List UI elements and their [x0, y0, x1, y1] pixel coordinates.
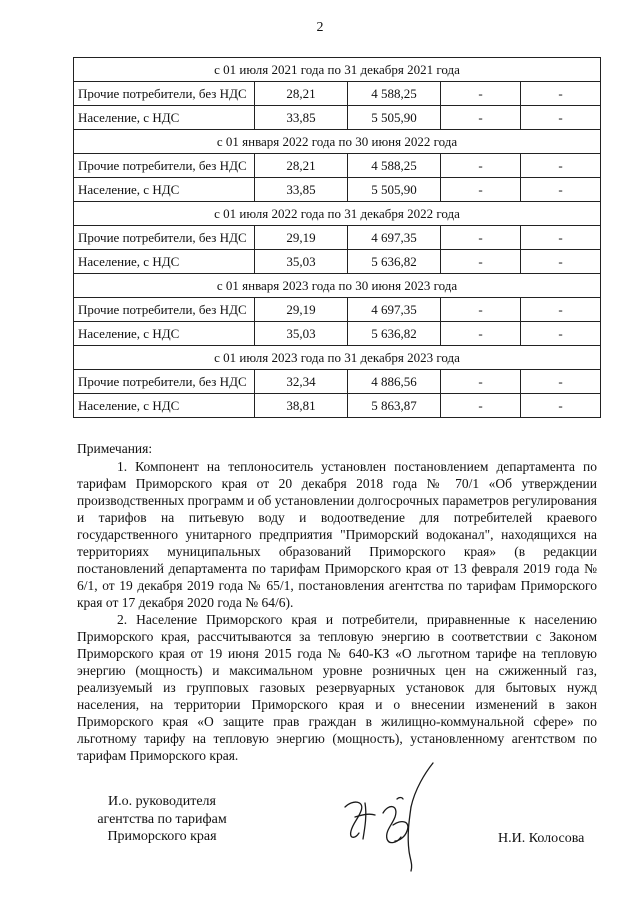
empty-value-cell: - [521, 250, 601, 274]
period-label: с 01 января 2023 года по 30 июня 2023 года [74, 274, 601, 298]
empty-value-cell: - [441, 106, 521, 130]
table-row [74, 394, 601, 418]
consumer-category-cell: Население, с НДС [74, 394, 255, 418]
empty-value-cell: - [521, 370, 601, 394]
signatory-name: Н.И. Колосова [498, 831, 585, 846]
period-header-row [74, 274, 601, 298]
empty-value-cell: - [521, 394, 601, 418]
rate-cell: 33,85 [255, 106, 348, 130]
rate-cell: 35,03 [255, 322, 348, 346]
rate-cell: 35,03 [255, 250, 348, 274]
table-row [74, 154, 601, 178]
period-header-row [74, 58, 601, 82]
rate-cell: 4 588,25 [348, 82, 441, 106]
empty-value-cell: - [441, 154, 521, 178]
empty-value-cell: - [441, 298, 521, 322]
consumer-category-cell: Прочие потребители, без НДС [74, 298, 255, 322]
tariff-table [73, 57, 601, 418]
rate-cell: 33,85 [255, 178, 348, 202]
note-paragraph-2: 2. Население Приморского края и потребители, приравненные к населению Приморского края, рассчитываются за тепловую энергию в соответствии с Законом Приморского края от 19 июня 2015 года № 640-КЗ «О льготном тарифе на тепловую энергию (мощность) и максимальном уровне розничных цен на сжиженный газ, реализуемый из групповых газовых резервуарных установок для бытовых нужд населения, на территории Приморского края и о внесении изменений в закон Приморского края «О защите прав граждан в жилищно-коммунальной сфере» по льготному тарифу на тепловую энергию (мощность), установленному агентством по тарифам Приморского края. [77, 612, 597, 763]
rate-cell: 29,19 [255, 298, 348, 322]
position-line: Приморского края [107, 829, 217, 844]
notes-heading: Примечания: [77, 441, 153, 456]
handwritten-signature [325, 755, 445, 875]
table-row [74, 106, 601, 130]
rate-cell: 38,81 [255, 394, 348, 418]
consumer-category-cell: Население, с НДС [74, 250, 255, 274]
rate-cell: 5 505,90 [348, 106, 441, 130]
consumer-category-cell: Прочие потребители, без НДС [74, 82, 255, 106]
consumer-category-cell: Прочие потребители, без НДС [74, 370, 255, 394]
empty-value-cell: - [441, 322, 521, 346]
rate-cell: 4 886,56 [348, 370, 441, 394]
period-header-row [74, 130, 601, 154]
signatory-position [82, 793, 242, 846]
consumer-category-cell: Население, с НДС [74, 106, 255, 130]
empty-value-cell: - [521, 298, 601, 322]
period-label: с 01 июля 2022 года по 31 декабря 2022 года [74, 202, 601, 226]
rate-cell: 28,21 [255, 82, 348, 106]
rate-cell: 29,19 [255, 226, 348, 250]
notes-section [77, 440, 597, 764]
rate-cell: 5 636,82 [348, 250, 441, 274]
empty-value-cell: - [521, 154, 601, 178]
consumer-category-cell: Прочие потребители, без НДС [74, 226, 255, 250]
empty-value-cell: - [441, 394, 521, 418]
rate-cell: 4 697,35 [348, 298, 441, 322]
period-label: с 01 июля 2023 года по 31 декабря 2023 года [74, 346, 601, 370]
rate-cell: 28,21 [255, 154, 348, 178]
rate-cell: 5 636,82 [348, 322, 441, 346]
empty-value-cell: - [521, 82, 601, 106]
consumer-category-cell: Прочие потребители, без НДС [74, 154, 255, 178]
period-header-row [74, 346, 601, 370]
rate-cell: 32,34 [255, 370, 348, 394]
consumer-category-cell: Население, с НДС [74, 178, 255, 202]
rate-cell: 4 697,35 [348, 226, 441, 250]
table-row [74, 178, 601, 202]
empty-value-cell: - [441, 370, 521, 394]
period-header-row [74, 202, 601, 226]
rate-cell: 5 863,87 [348, 394, 441, 418]
empty-value-cell: - [521, 226, 601, 250]
note-paragraph-1: 1. Компонент на теплоноситель установлен постановлением департамента по тарифам Приморского края от 20 декабря 2018 года № 70/1 «Об утверждении производственных программ и об установлении долгосрочных параметров регулирования и тарифов на питьевую воду и водоотведение для потребителей краевого государственного унитарного предприятия "Приморский водоканал", находящихся на территориях муниципальных образований Приморского края» (в редакции постановлений департамента по тарифам Приморского края от 13 февраля 2019 года № 6/1, от 19 декабря 2019 года № 65/1, постановления агентства по тарифам Приморского края от 17 декабря 2020 года № 64/6). [77, 459, 597, 610]
table-row [74, 250, 601, 274]
empty-value-cell: - [441, 226, 521, 250]
table-row [74, 322, 601, 346]
empty-value-cell: - [441, 250, 521, 274]
rate-cell: 4 588,25 [348, 154, 441, 178]
consumer-category-cell: Население, с НДС [74, 322, 255, 346]
empty-value-cell: - [441, 82, 521, 106]
page-number: 2 [316, 20, 324, 35]
empty-value-cell: - [521, 322, 601, 346]
empty-value-cell: - [521, 106, 601, 130]
table-row [74, 298, 601, 322]
empty-value-cell: - [521, 178, 601, 202]
period-label: с 01 января 2022 года по 30 июня 2022 года [74, 130, 601, 154]
position-line: И.о. руководителя [107, 794, 216, 809]
period-label: с 01 июля 2021 года по 31 декабря 2021 года [74, 58, 601, 82]
table-row [74, 226, 601, 250]
position-line: агентства по тарифам [97, 811, 227, 827]
table-row [74, 82, 601, 106]
empty-value-cell: - [441, 178, 521, 202]
rate-cell: 5 505,90 [348, 178, 441, 202]
table-row [74, 370, 601, 394]
